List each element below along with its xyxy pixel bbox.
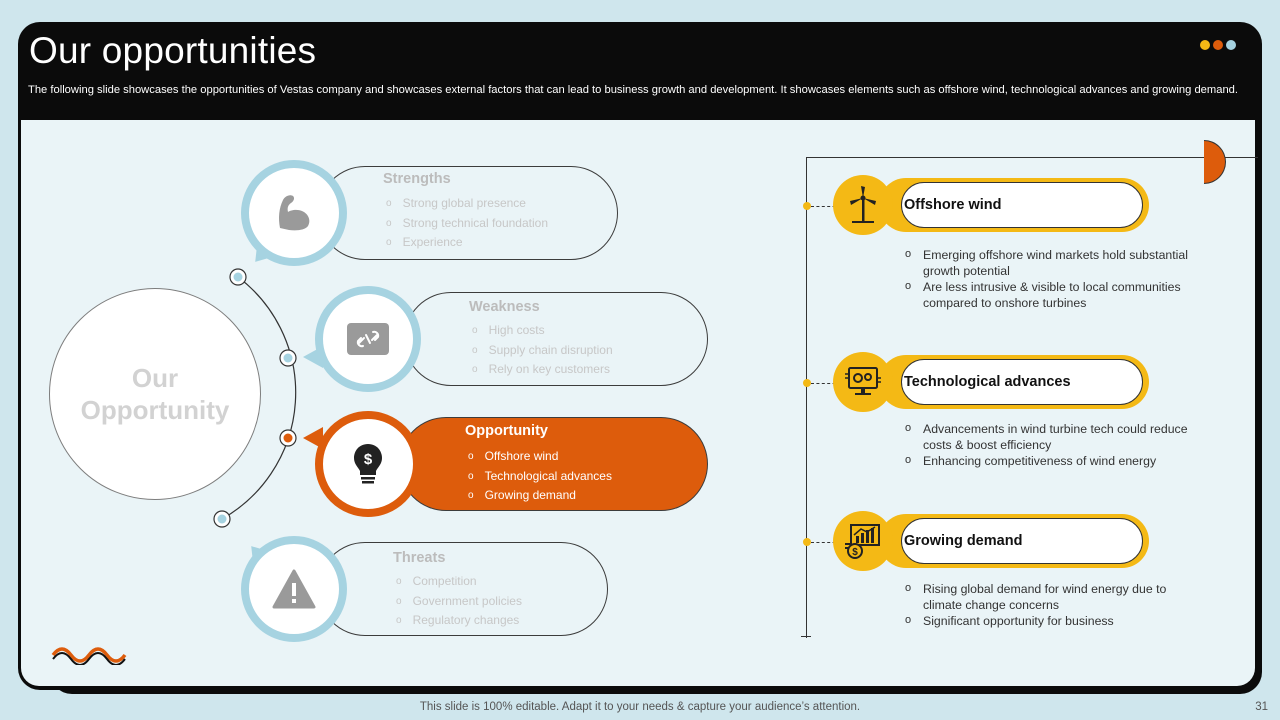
tech-advances-title: Technological advances [904, 374, 1071, 390]
orange-dot-icon [1213, 40, 1223, 50]
warning-triangle-icon [272, 569, 316, 609]
list-item: o Rising global demand for wind energy due to climate change concerns [905, 581, 1205, 613]
timeline-dot [803, 538, 811, 546]
timeline-vertical-line [806, 158, 807, 638]
list-item: o Strong technical foundation [386, 214, 548, 234]
opportunity-list [468, 447, 612, 506]
page-title: Our opportunities [29, 30, 317, 71]
list-item: o Competition [396, 572, 522, 592]
list-item: o Enhancing competitiveness of wind energy [905, 453, 1205, 469]
tech-advances-icon-circle [833, 352, 893, 412]
svg-text:$: $ [852, 547, 858, 558]
list-item: o Experience [386, 233, 548, 253]
broken-link-icon [347, 323, 389, 355]
strengths-icon-circle [241, 160, 347, 266]
header-dots [1200, 40, 1236, 50]
opportunity-heading: Opportunity [465, 423, 548, 439]
center-circle [49, 288, 261, 500]
yellow-dot-icon [1200, 40, 1210, 50]
timeline-dot [803, 202, 811, 210]
page-subtitle: The following slide showcases the opportunities of Vestas company and showcases external factors that can lead to business growth and development. It showcases elements such as offshore wind, technological advances and growing demand. [28, 84, 1238, 96]
timeline-dot [803, 379, 811, 387]
wave-decoration [51, 645, 131, 665]
half-disc-decoration [1204, 140, 1226, 184]
offshore-wind-points [905, 247, 1215, 311]
list-item: o Significant opportunity for business [905, 613, 1205, 629]
opportunity-icon-circle [315, 411, 421, 517]
list-item: o Supply chain disruption [472, 341, 613, 361]
wind-turbine-icon [846, 185, 880, 225]
weakness-list [472, 321, 613, 380]
slide [18, 22, 1262, 690]
list-item: o Are less intrusive & visible to local communities compared to onshore turbines [905, 279, 1215, 311]
list-item: o High costs [472, 321, 613, 341]
blue-dot-icon [1226, 40, 1236, 50]
weakness-icon-circle [315, 286, 421, 392]
tech-advances-points [905, 421, 1205, 469]
center-label-line2: Opportunity [80, 395, 230, 425]
threats-icon-circle [241, 536, 347, 642]
growing-demand-title: Growing demand [904, 533, 1023, 549]
offshore-wind-title: Offshore wind [904, 197, 1002, 213]
list-item: o Rely on key customers [472, 360, 613, 380]
list-item: o Growing demand [468, 486, 612, 506]
threats-list [396, 572, 522, 631]
timeline-end-tick [801, 636, 811, 637]
threats-heading: Threats [393, 550, 446, 566]
growth-chart-icon [845, 523, 881, 559]
flexed-arm-icon [271, 190, 317, 236]
growing-demand-icon-circle [833, 511, 893, 571]
list-item: o Offshore wind [468, 447, 612, 467]
svg-text:$: $ [363, 451, 373, 468]
list-item: o Government policies [396, 592, 522, 612]
list-item: o Advancements in wind turbine tech could reduce costs & boost efficiency [905, 421, 1205, 453]
growing-demand-points [905, 581, 1205, 629]
strengths-heading: Strengths [383, 171, 451, 187]
offshore-wind-icon-circle [833, 175, 893, 235]
strengths-list [386, 194, 548, 253]
lightbulb-dollar-icon [352, 442, 384, 486]
weakness-heading: Weakness [469, 299, 540, 315]
list-item: o Regulatory changes [396, 611, 522, 631]
list-item: o Strong global presence [386, 194, 548, 214]
tech-monitor-icon [844, 366, 882, 398]
footer-note: This slide is 100% editable. Adapt it to your needs & capture your audience’s attention. [419, 701, 861, 713]
content-panel [21, 120, 1255, 686]
page-number: 31 [1255, 701, 1268, 713]
center-label-line1: Our [131, 363, 179, 393]
list-item: o Technological advances [468, 467, 612, 487]
timeline-top-line [806, 157, 1258, 158]
list-item: o Emerging offshore wind markets hold substantial growth potential [905, 247, 1215, 279]
